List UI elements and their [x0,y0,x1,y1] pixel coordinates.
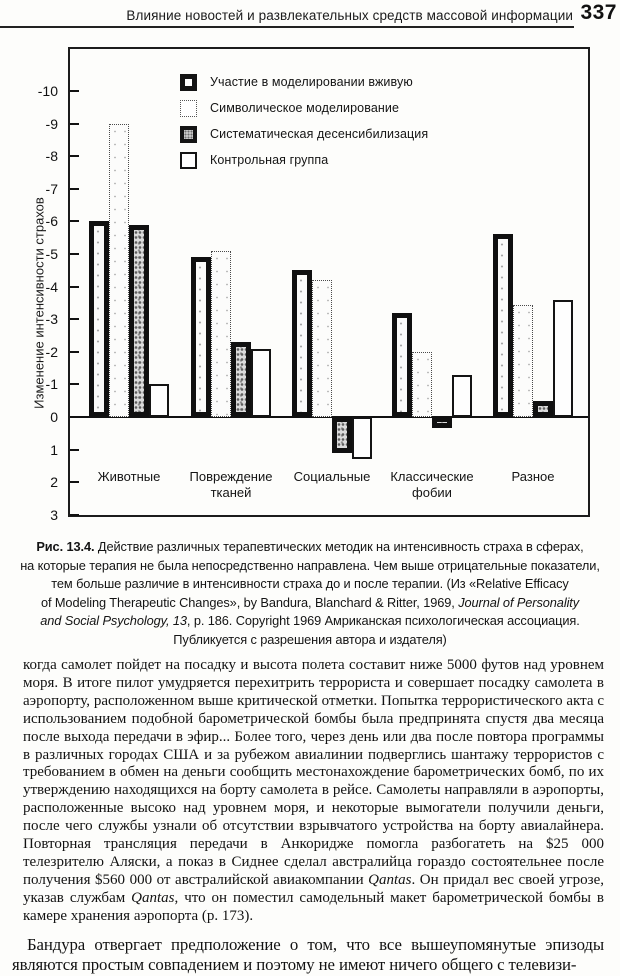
legend-swatch-s2 [180,126,197,143]
text-segment: , p. 186. Copyright 1969 Амриканская психологическая ассоциация. [186,613,580,628]
y-tick-mark [70,253,79,255]
category-label: Повреждение тканей [189,469,273,500]
y-tick-label: -10 [37,83,58,99]
bar-s0-c3 [392,313,412,417]
figure-caption [18,538,602,649]
chart-legend [180,69,428,173]
y-tick-label: -6 [45,213,58,230]
text-segment: Qantas [131,889,175,906]
legend-swatch-s0 [180,74,197,91]
chart-plot-area [68,47,590,517]
bar-s3-c0 [149,384,169,417]
y-tick-label: 3 [50,506,58,523]
text-segment: Journal of Personality [458,594,580,610]
y-tick-mark [70,220,79,222]
text-segment: Публикуется с разрешения автора и издателя) [173,631,447,647]
y-tick-mark [70,188,79,190]
bar-s2-c0 [129,225,149,417]
legend-swatch-s1 [180,100,197,117]
bar-s1-c3 [412,352,432,417]
bar-s1-c0 [109,124,129,417]
y-axis-title: Изменение интенсивности страхов [31,197,47,409]
y-tick-label: -9 [45,115,58,132]
legend-label: Символическое моделирование [210,101,400,115]
y-tick-mark [70,481,79,483]
category-label: Классические фобии [390,469,474,500]
text-segment: of Modeling Therapeutic Changes», by Bandura, Blanchard & Ritter, 1969, [40,594,459,610]
text-segment: Действие различных терапевтических методик на интенсивность страха в сферах, [94,539,584,554]
bar-s2-c4 [533,401,553,417]
y-tick-mark [70,155,79,157]
y-tick-label: 2 [50,474,58,491]
text-segment: на которые терапия не была непосредственно направлена. Чем выше отрицательные показатели, [20,557,600,573]
bar-s0-c1 [191,257,211,417]
legend-item [180,95,428,121]
y-tick-label: -8 [45,148,58,165]
y-tick-label: 1 [50,441,58,458]
y-tick-mark [70,318,79,320]
legend-label: Участие в моделировании вживую [210,75,413,89]
running-head-title: Влияние новостей и развлекательных средств массовой информации [126,8,573,23]
y-tick-mark [70,383,79,385]
bar-s0-c2 [292,270,312,417]
y-tick-mark [70,351,79,353]
text-segment: . Он придал вес своей угрозе, указав службам [23,871,605,906]
page-number: 337 [580,1,617,24]
bar-s3-c3 [452,375,472,417]
y-tick-mark [70,514,79,516]
body-quote-paragraph [23,657,604,926]
text-segment: , что он поместил самодельный макет барометрической бомбы в камере хранения аэропорта (р. 173). [23,889,604,924]
category-label: Животные [97,469,161,484]
text-segment: Qantas [368,871,412,888]
legend-label: Систематическая десенсибилизация [210,127,429,141]
legend-item [180,147,428,173]
bar-s3-c4 [553,300,573,417]
y-tick-mark [70,286,79,288]
y-tick-mark [70,449,79,451]
y-tick-mark [70,90,79,92]
text-segment: and Social Psychology, 13 [40,613,187,628]
bar-s3-c1 [251,349,271,417]
y-tick-mark [70,123,79,125]
y-tick-label: -3 [45,311,58,328]
bar-s2-c3 [432,417,452,428]
legend-label: Контрольная группа [210,153,329,167]
y-tick-label: 0 [50,409,58,425]
bar-s1-c1 [211,251,231,417]
bar-s3-c2 [352,417,372,459]
text-segment: тем больше различие в интенсивности страха до и после терапии. (Из «Relative Efficacy [51,576,569,591]
category-label: Разное [511,469,555,484]
y-tick-label: -7 [45,180,58,197]
bar-s2-c2 [332,417,352,453]
y-tick-label: -2 [45,343,58,360]
bar-s2-c1 [231,342,251,417]
legend-item [180,69,428,95]
y-tick-label: -4 [45,278,58,295]
bar-s0-c0 [89,221,109,417]
text-segment: Рис. 13.4. [36,539,95,554]
legend-swatch-s3 [180,152,197,169]
y-tick-label: -5 [45,246,58,262]
legend-item [180,121,428,147]
text-segment: когда самолет пойдет на посадку и высота полета составит ниже 5000 футов над уровнем моря. В итоге пилот умудряется перехитрить террориста и совершает посадку самолета в аэропорту, расположенном выше критической отметки. Попытка террористического акта с использованием подобной барометрической бомбы была предпринята спустя два месяца после выхода передачи в эфир... Более того, через день или два после повтора программы в различных городах США и за рубежом авиалинии подверглись шантажу террористов с требованием в обмен на деньги сообщить местонахождение барометрических бомб, по их утверждению находящихся на борту самолета в рейсе. Самолеты направляли в аэропорты, расположенные высоко над уровнем моря, и некоторые вымогатели получили деньги, после чего службы узнали об отсутствии взрывчатого устройства на борту авиалайнера. Повторная трансляция передачи в Анкоридже помогла разбогатеть на $25 000 телезрителю Аляски, а показ в Сиднее сделал австралийца гораздо состоятельнее после получения $560 000 от австралийской авиакомпании [23,657,604,888]
body-paragraph [12,935,604,975]
bar-s0-c4 [493,234,513,417]
text-segment: Бандура отвергает предположение о том, что все вышеупомянутые эпизоды являются простым совпадением и поэтому не имеют ничего общего с телевизи- [12,935,604,974]
y-tick-label: -1 [45,376,58,393]
bar-s1-c4 [513,305,533,417]
bar-s1-c2 [312,280,332,417]
category-label: Социальные [293,469,371,484]
